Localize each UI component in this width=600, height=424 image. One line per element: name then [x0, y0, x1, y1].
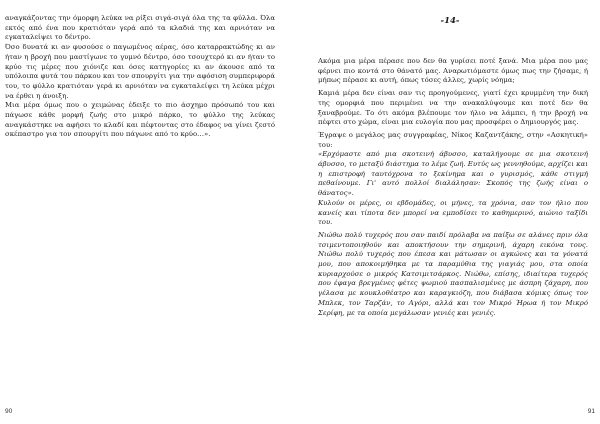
paragraph: Μια μέρα όμως που ο χειμώνας έδειξε το πιο άσχημο πρόσωπό του και πάγωσε κάθε μορφή ζωής στο μικρό πάρκο, το φύλλο της λεύκας αναγκάστηκε να αφήσει το κλαδί και πέφτοντας στο έδαφος να γίνει ζεστό σκέπαστρο για τον σπουργίτι που πάγωνε από το κρύο…». [5, 101, 275, 139]
paragraph: αναγκάζοντας την όμορφη λεύκα να ρίξει σιγά-σιγά όλα της τα φύλλα. Όλα εκτός από ένα που κρατιόταν γερά από τα κλαδιά της και αρνιόταν να εγκαταλείψει το δέντρο. [5, 14, 275, 42]
chapter-heading: -14- [440, 16, 460, 26]
page-number-right: 91 [587, 408, 595, 415]
right-page [300, 0, 600, 424]
paragraph: Ακόμα μια μέρα πέρασε που δεν θα γυρίσει ποτέ ξανά. Μια μέρα που μας φέρνει πιο κοντά στο θάνατό μας. Αναρωτιόμαστε όμως πως την ζήσαμε, ή μήπως πέρασε κι αυτή, όπως τόσες άλλες, χωρίς νόημα; [318, 57, 588, 85]
paragraph: Καμιά μέρα δεν είναι σαν τις προηγούμενες, γιατί έχει κρυμμένη την δική της ομορφιά που περιμένει να την ανακαλύψουμε και ποτέ δεν θα ξαναβρούμε. Το ότι ακόμα βλέπουμε τον ήλιο να λάμπει, ή την βροχή να πέφτει στο χώμα, είναι μια ευλογία που μας προσφέρει ο Δημιουργός μας. [318, 89, 588, 127]
paragraph: Όσο δυνατά κι αν φυσούσε ο παγωμένος αέρας, όσο καταρρακτώδης κι αν ήταν η βροχή που μαστίγωνε το γυμνό δέντρο, όσο τσουχτερό κι αν ήταν το κρύο τις μέρες που χιόνιζε και όσες κατηγορίες κι αν άκουσε από τα υπόλοιπα φυτά του πάρκου και τον σπουργίτι για την αφόσιση συμπεριφορά του, το φύλλο κρατιόταν γερά κι αρνιόταν να εγκαταλείψει τη λεύκα μέχρι να έρθει η άνοιξη. [5, 43, 275, 100]
left-page-text [5, 14, 275, 140]
paragraph: Νιώθω πολύ τυχερός που σαν παιδί πρόλαβα να παίξω σε αλάνες πριν όλα τσιμεντοποιηθούν και αποκτήσουν την σημερινή, άχαρη εικόνα τους. Νιώθω πολύ τυχερός που έπεσα και μάτωσαν οι αγκώνες και τα γόνατά μου, που αποκοιμήθηκα με τα παραμύθια της γιαγιάς μου, στα οποία κυριαρχούσε ο μικρός Κατσιμιτσάρκος. Νιώθω, επίσης, ιδιαίτερα τυχερός που έφαγα βρεγμένες φέτες ψωμιού πασπαλισμένες με άσπρη ζάχαρη, που γέλασα με κουκλοθέατρο και καραγκιόζη, που διάβασα κόμικς όπως τον Μπλεκ, τον Ταρζάν, το Αγόρι, αλλά και τον Μικρό Ήρωα ή τον Μικρό Σερίφη, με τα οποία μεγάλωσαν γενιές και γενιές. [318, 230, 588, 317]
quote-paragraph: «Ερχόμαστε από μια σκοτεινή άβυσσο, καταλήγουμε σε μια σκοτεινή άβυσσο, το μεταξύ διάστημα το λέμε ζωή. Ευτύς ως γεννηθούμε, αρχίζει και η επιστροφή ταυτόχρονα το ξεκίνημα και ο γυρισμός, κάθε στιγμή πεθαίνουμε. Γι' αυτό πολλοί διαλάλησαν: Σκοπός της ζωής είναι ο θάνατος». [318, 150, 588, 198]
right-page-text [318, 57, 588, 318]
page-number-left: 90 [5, 408, 13, 415]
paragraph: Κυλούν οι μέρες, οι εβδομάδες, οι μήνες, τα χρόνια, σαν τον ήλιο που κανείς και τίποτα δεν μπορεί να εμποδίσει το καθημερινό, αιώνιο ταξίδι του. [318, 198, 588, 227]
paragraph: Έγραψε ο μεγάλος μας συγγραφέας, Νίκος Καζαντζάκης, στην «Ασκητική» του: [318, 130, 588, 149]
